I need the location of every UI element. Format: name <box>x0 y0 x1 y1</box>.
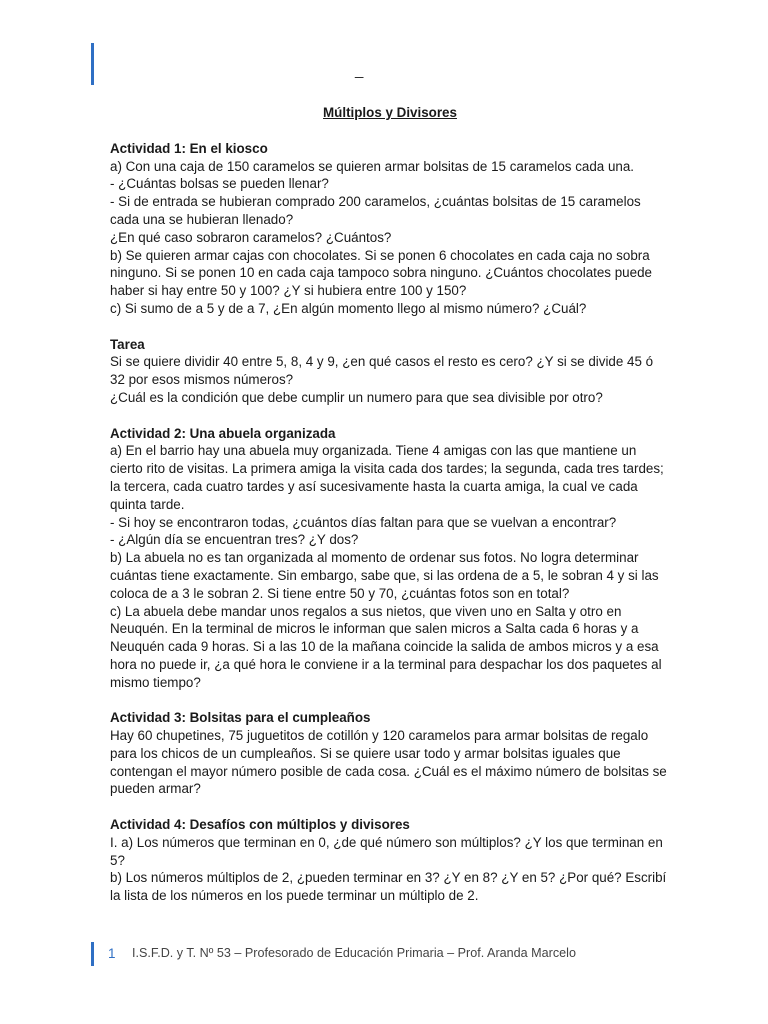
section-heading: Actividad 1: En el kiosco <box>110 140 268 156</box>
header-accent-bar <box>91 43 94 85</box>
section-heading: Actividad 3: Bolsitas para el cumpleaños <box>110 710 371 726</box>
page-title: Múltiplos y Divisores <box>323 105 457 120</box>
paragraph: c) Si sumo de a 5 y de a 7, ¿En algún momento llego al mismo número? ¿Cuál? <box>110 300 587 316</box>
section-actividad-1 <box>110 140 670 318</box>
paragraph: b) Los números múltiplos de 2, ¿pueden terminar en 3? ¿Y en 8? ¿Y en 5? ¿Por qué? Escribí la lista de los números en los puede terminar un múltiplo de 2. <box>110 870 667 904</box>
paragraph: b) Se quieren armar cajas con chocolates. Si se ponen 6 chocolates en cada caja no sobra ninguno. Si se ponen 10 en cada caja tampoco sobra ninguno. ¿Cuántos chocolates puede haber si hay entre 50 y 100? ¿Y si hubiera entre 100 y 150? <box>110 247 652 299</box>
paragraph: a) En el barrio hay una abuela muy organizada. Tiene 4 amigas con las que mantiene un cierto rito de visitas. La primera amiga la visita cada dos tardes; la segunda, cada tres tardes; la tercera, cada cuatro tardes y así sucesivamente hasta la cuarta amiga, la cual ve cada quinta tarde. <box>110 443 664 512</box>
page-number: 1 <box>108 946 116 961</box>
section-heading: Tarea <box>110 336 145 352</box>
section-heading: Actividad 4: Desafíos con múltiplos y divisores <box>110 817 410 833</box>
paragraph: ¿Cuál es la condición que debe cumplir un numero para que sea divisible por otro? <box>110 389 603 405</box>
paragraph: ¿En qué caso sobraron caramelos? ¿Cuántos? <box>110 229 392 245</box>
section-actividad-3 <box>110 709 670 798</box>
paragraph: Si se quiere dividir 40 entre 5, 8, 4 y 9, ¿en qué casos el resto es cero? ¿Y si se divide 45 ó 32 por esos mismos números? <box>110 354 654 388</box>
section-actividad-2 <box>110 425 670 692</box>
paragraph: - ¿Cuántas bolsas se pueden llenar? <box>110 176 329 192</box>
paragraph: b) La abuela no es tan organizada al momento de ordenar sus fotos. No logra determinar cuántas tiene exactamente. Sin embargo, sabe que, si las ordena de a 5, le sobran 4 y si las coloca de a 3 le sobran 2. Si tiene entre 50 y 70, ¿cuántas fotos son en total? <box>110 550 659 601</box>
header-dash: _ <box>355 62 364 79</box>
paragraph: - ¿Algún día se encuentran tres? ¿Y dos? <box>110 532 359 548</box>
section-tarea <box>110 336 670 407</box>
paragraph: Hay 60 chupetines, 75 juguetitos de cotillón y 120 caramelos para armar bolsitas de regalo para los chicos de un cumpleaños. Si se quiere usar todo y armar bolsitas iguales que contengan el mayor número posible de cada cosa. ¿Cuál es el máximo número de bolsitas se pueden armar? <box>110 728 667 797</box>
footer-accent-bar <box>91 942 94 966</box>
paragraph: I. a) Los números que terminan en 0, ¿de qué número son múltiplos? ¿Y los que terminan en 5? <box>110 834 663 868</box>
document-body <box>110 104 670 923</box>
paragraph: a) Con una caja de 150 caramelos se quieren armar bolsitas de 15 caramelos cada una. <box>110 158 635 174</box>
footer-text: I.S.F.D. y T. Nº 53 – Profesorado de Educación Primaria – Prof. Aranda Marcelo <box>132 946 576 960</box>
section-actividad-4 <box>110 816 670 905</box>
paragraph: - Si de entrada se hubieran comprado 200 caramelos, ¿cuántas bolsitas de 15 caramelos cada una se hubieran llenado? <box>110 194 641 227</box>
paragraph: c) La abuela debe mandar unos regalos a sus nietos, que viven uno en Salta y otro en Neuquén. En la terminal de micros le informan que salen micros a Salta cada 6 horas y a Neuquén cada 9 horas. Si a las 10 de la mañana coincide la salida de ambos micros y a esa hora no puede ir, ¿a qué hora le conviene ir a la terminal para despachar los dos paquetes al mismo tiempo? <box>110 603 662 690</box>
paragraph: - Si hoy se encontraron todas, ¿cuántos días faltan para que se vuelvan a encontrar? <box>110 514 617 530</box>
section-heading: Actividad 2: Una abuela organizada <box>110 425 336 441</box>
